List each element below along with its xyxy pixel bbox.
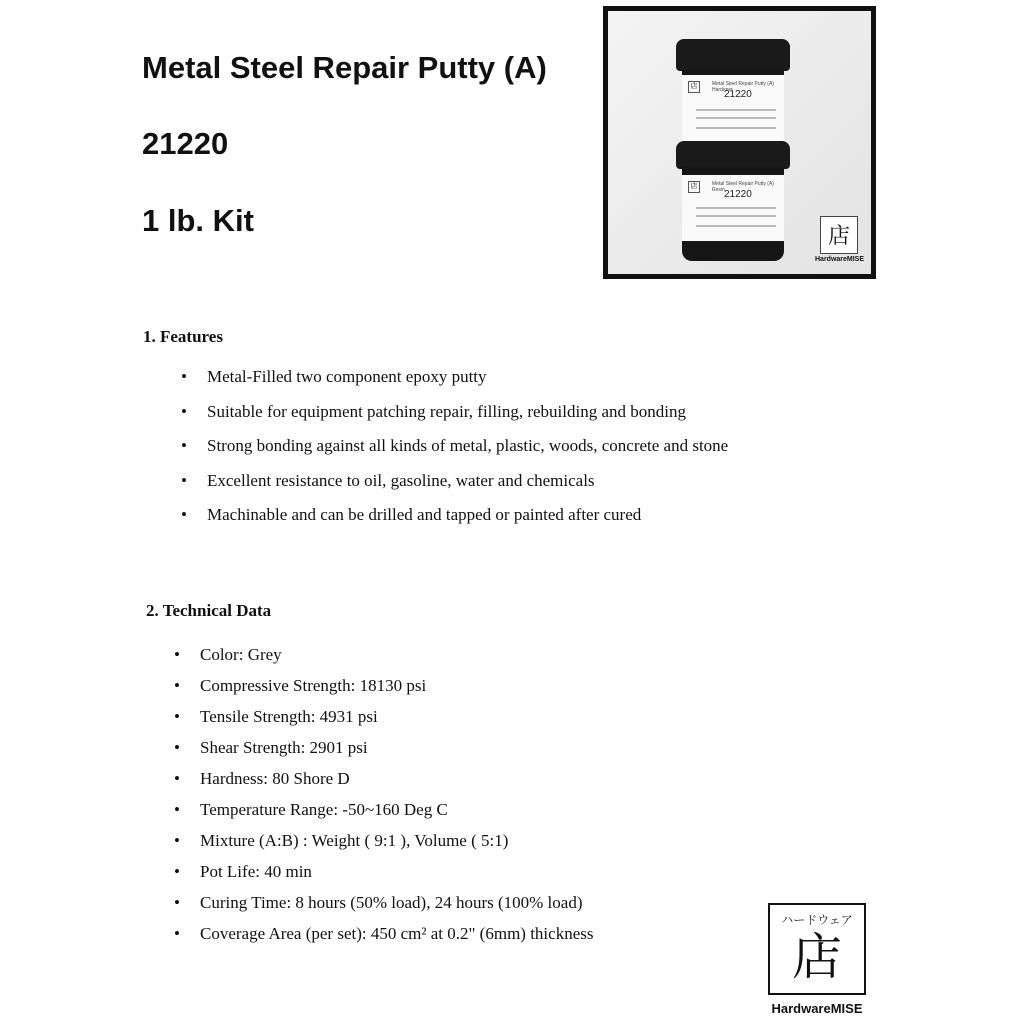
jar-label: 店 Metal Steel Repair Putty (A) Hardener 21220 bbox=[682, 75, 784, 145]
list-item: • Pot Life: 40 min bbox=[174, 862, 312, 881]
features-heading: 1. Features bbox=[143, 327, 223, 346]
product-photo bbox=[603, 6, 876, 279]
product-code: 21220 bbox=[142, 126, 229, 161]
list-item: • Color: Grey bbox=[174, 645, 282, 664]
jar-label: 店 Metal Steel Repair Putty (A) Resin 21220 bbox=[682, 175, 784, 241]
list-item: • Strong bonding against all kinds of metal, plastic, woods, concrete and stone bbox=[181, 436, 729, 455]
list-item: • Machinable and can be drilled and tapped or painted after cured bbox=[181, 505, 642, 524]
list-item: • Hardness: 80 Shore D bbox=[174, 769, 350, 788]
product-size: 1 lb. Kit bbox=[142, 203, 254, 238]
list-item: • Curing Time: 8 hours (50% load), 24 hours (100% load) bbox=[174, 893, 583, 912]
list-item: • Metal-Filled two component epoxy putty bbox=[181, 367, 487, 386]
list-item: • Shear Strength: 2901 psi bbox=[174, 738, 368, 757]
brand-name: HardwareMISE bbox=[771, 1001, 863, 1016]
brand-logo: ハードウェア 店 HardwareMISE bbox=[768, 903, 866, 1016]
list-item: • Excellent resistance to oil, gasoline, water and chemicals bbox=[181, 470, 595, 490]
product-title: Metal Steel Repair Putty (A) bbox=[142, 50, 547, 85]
technical-list bbox=[174, 645, 594, 955]
photo-logo: 店 HardwareMISE bbox=[815, 216, 863, 268]
list-item: • Coverage Area (per set): 450 cm² at 0.2" (6mm) thickness bbox=[174, 924, 594, 943]
list-item: • Suitable for equipment patching repair, filling, rebuilding and bonding bbox=[181, 401, 686, 421]
list-item: • Mixture (A:B) : Weight ( 9:1 ), Volume ( 5:1) bbox=[174, 831, 509, 850]
list-item: • Tensile Strength: 4931 psi bbox=[174, 707, 378, 726]
label-logo-icon: 店 bbox=[688, 181, 700, 193]
features-list bbox=[181, 367, 729, 540]
list-item: • Temperature Range: -50~160 Deg C bbox=[174, 800, 448, 819]
label-logo-icon: 店 bbox=[688, 81, 700, 93]
technical-heading: 2. Technical Data bbox=[146, 601, 272, 620]
list-item: • Compressive Strength: 18130 psi bbox=[174, 676, 427, 695]
